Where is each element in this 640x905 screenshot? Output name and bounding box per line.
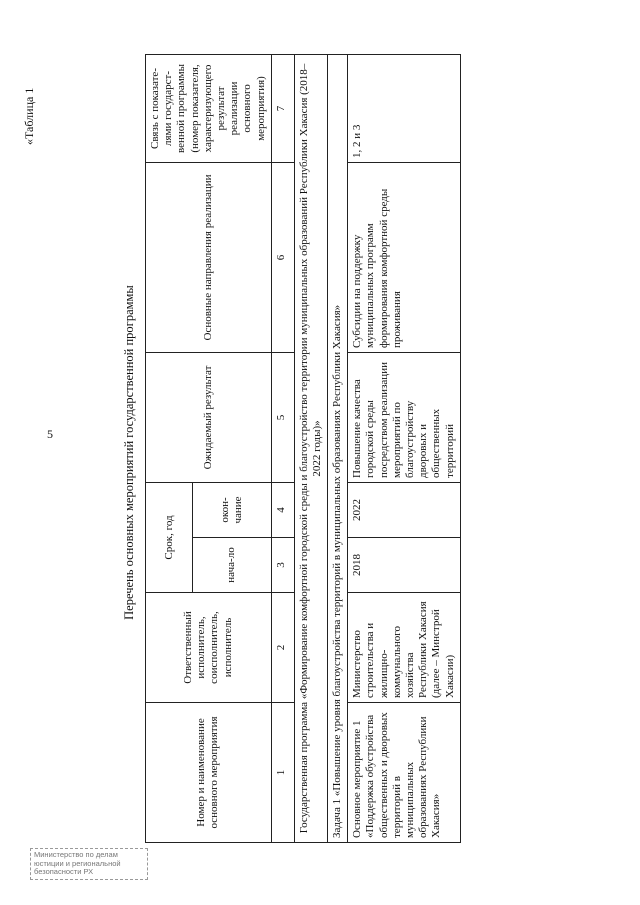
column-number: 4 (271, 482, 294, 537)
header-directions: Основные направления реализации (146, 162, 272, 352)
header-executor: Ответственный исполнитель, соисполнитель, исполнитель (146, 593, 272, 703)
indicators-link: 1, 2 и 3 (348, 54, 461, 162)
program-title: Государственная программа «Формирование комфортной городской среды и благоустройство территории муниципальных образований Республики Хакасия (2018–2022 годы)» (294, 54, 327, 842)
end-year: 2022 (348, 482, 461, 537)
implementation-directions: Субсидии на поддержку муниципальных программ формирования комфортной среды проживания (348, 162, 461, 352)
column-number: 2 (271, 593, 294, 703)
column-number: 6 (271, 162, 294, 352)
task-title: Задача 1 «Повышение уровня благоустройства территорий в муниципальных образованиях Республики Хакасия» (328, 54, 348, 842)
header-start: нача-ло (193, 538, 271, 593)
start-year: 2018 (348, 538, 461, 593)
header-term: Срок, год (146, 482, 193, 592)
header-end: окон-чание (193, 482, 271, 537)
column-number: 3 (271, 538, 294, 593)
expected-result: Повышение качества городской среды посредством реализации мероприятий по благоустройству дворовых и общественных территорий (348, 352, 461, 482)
responsible-executor: Министерство строительства и жилищно-коммунального хозяйства Республики Хакасия (далее – Минстрой Хакасии) (348, 593, 461, 703)
column-number: 7 (271, 54, 294, 162)
header-number-name: Номер и наименование основного мероприятия (146, 703, 272, 843)
column-number: 5 (271, 352, 294, 482)
header-row (146, 54, 193, 842)
header-indicators-link: Связь с показате-лями государст-венной программы (номер показателя, характеризующего результат реализации основного мероприятия) (146, 54, 272, 162)
column-number: 1 (271, 703, 294, 843)
document-title: Перечень основных мероприятий государственной программы (122, 285, 136, 620)
table-caption: «Таблица 1 (22, 87, 36, 145)
table-row (348, 54, 461, 842)
header-expected-result: Ожидаемый результат (146, 352, 272, 482)
task-row (328, 54, 348, 842)
page-number: 5 (47, 427, 53, 441)
registration-stamp: Министерство по делам юстиции и региональной безопасности РХ (30, 848, 148, 880)
activities-table (145, 54, 461, 843)
program-row (294, 54, 327, 842)
activity-name: Основное мероприятие 1 «Поддержка обустройства общественных и дворовых территорий в муниципальных образованиях Республики Хакасия» (348, 703, 461, 843)
column-numbers-row (271, 54, 294, 842)
